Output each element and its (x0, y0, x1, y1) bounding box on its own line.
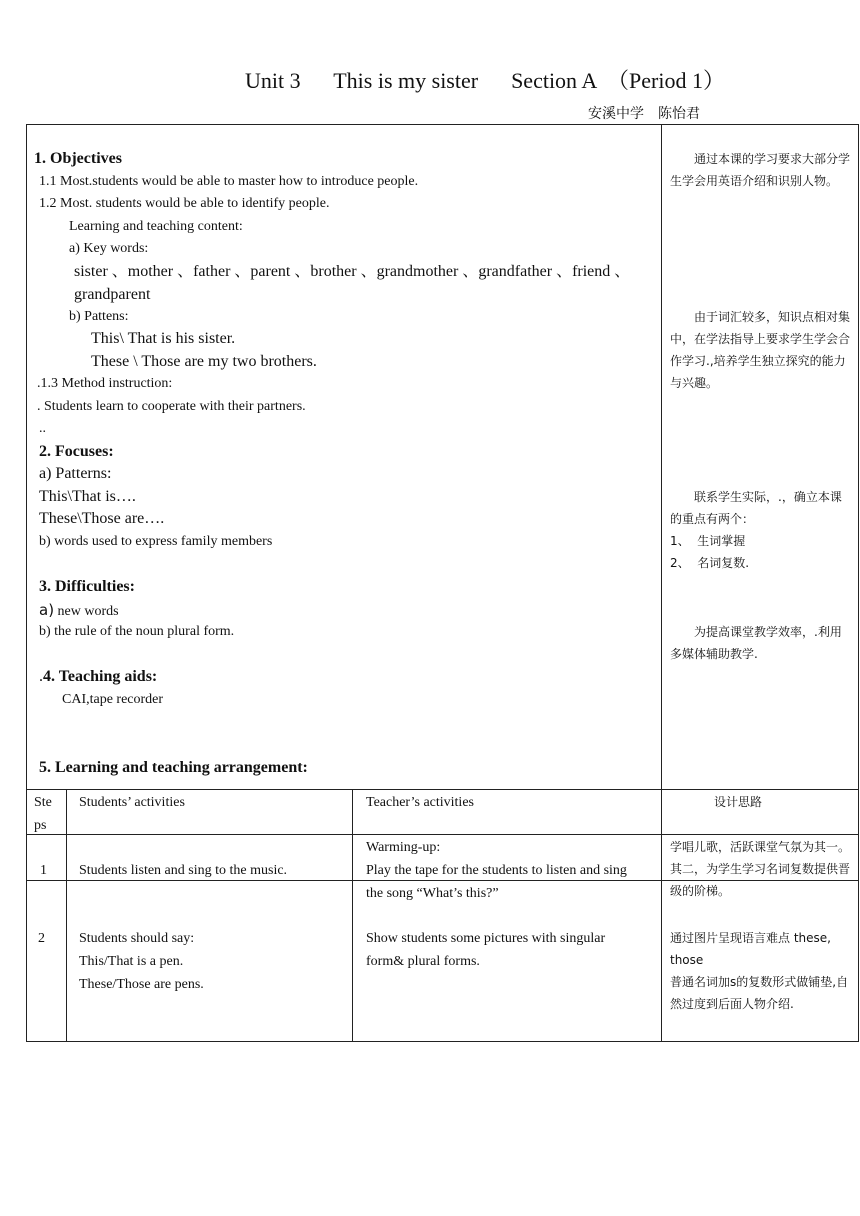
note-focus-1: 1、 生词掌握 (670, 534, 746, 548)
note-aids: 为提高课堂教学效率，.利用多媒体辅助教学. (670, 625, 842, 661)
objective-1-1: 1.1 Most.students would be able to master how to introduce people. (39, 174, 419, 189)
steps-divider (66, 789, 67, 1042)
method-text: . Students learn to cooperate with their partners. (37, 399, 306, 414)
page-title: Unit 3 This is my sister Section A （Period 1） (245, 68, 725, 93)
header-row-line (26, 834, 859, 835)
frame-right (858, 124, 859, 1042)
row1-teacher-1: Warming-up: (366, 840, 441, 855)
aids-prefix: . (39, 668, 43, 685)
header-students: Students’ activities (79, 795, 185, 810)
focus-a: a) Patterns: (39, 465, 112, 482)
row1-step: 1 (40, 863, 47, 878)
arrangement-heading: 5. Learning and teaching arrangement: (39, 759, 308, 776)
aids-heading: 4. Teaching aids: (43, 668, 158, 685)
aids-text: CAI,tape recorder (62, 692, 164, 707)
note-objectives: 通过本课的学习要求大部分学生学会用英语介绍和识别人物。 (670, 152, 851, 188)
focuses-heading: 2. Focuses: (39, 443, 114, 460)
header-teacher: Teacher’s activities (366, 795, 474, 810)
focus-pattern-1: This\That is…. (39, 488, 136, 505)
aids-heading-line (39, 668, 157, 686)
difficulties-heading: 3. Difficulties: (39, 578, 135, 595)
header-steps-2: ps (34, 818, 47, 833)
pattern-2: These \ Those are my two brothers. (91, 353, 317, 370)
objectives-heading: 1. Objectives (34, 150, 122, 167)
author-line: 安溪中学 陈怡君 (588, 107, 700, 122)
pattern-1: This\ That is his sister. (91, 330, 236, 347)
key-words-line-1: sister 、mother 、father 、parent 、brother 、grandmother 、grandfather 、friend 、 (74, 263, 631, 280)
difficulty-a (39, 599, 119, 623)
note-focus-2: 2、 名词复数. (670, 556, 750, 570)
frame-bottom (26, 1041, 859, 1042)
key-words-line-2: grandparent (74, 286, 151, 303)
key-words-label: a) Key words: (69, 241, 149, 256)
patterns-label: b) Pattens: (69, 309, 129, 324)
note-vocabulary: 由于词汇较多，知识点相对集中，在学法指导上要求学生学会合作学习.,培养学生独立探究的能力与兴趣。 (670, 310, 851, 390)
difficulty-a-text: new words (57, 604, 119, 619)
row2-students-2: This/That is a pen. (79, 954, 184, 969)
method-label: .1.3 Method instruction: (37, 376, 173, 391)
row1-teacher-3: the song “What’s this?” (366, 886, 499, 901)
row2-design-2: 普通名词加s的复数形式做铺垫,自然过度到后面人物介绍. (670, 975, 849, 1011)
header-steps-1: Ste (34, 795, 52, 810)
frame-left (26, 124, 27, 1042)
difficulty-a-prefix: a) (39, 601, 55, 619)
dots: .. (39, 421, 46, 436)
content-label: Learning and teaching content: (69, 219, 243, 234)
row2-teacher-1: Show students some pictures with singular (366, 931, 606, 946)
row2-students-3: These/Those are pens. (79, 977, 204, 992)
row1-design: 学唱儿歌，活跃课堂气氛为其一。其二，为学生学习名词复数提供晋级的阶梯。 (670, 840, 851, 898)
frame-top (26, 124, 859, 125)
focus-pattern-2: These\Those are…. (39, 510, 165, 527)
focus-b: b) words used to express family members (39, 534, 273, 549)
difficulty-b: b) the rule of the noun plural form. (39, 624, 235, 639)
notes-divider (661, 124, 662, 1042)
students-divider (352, 789, 353, 1042)
row2-design-1: 通过图片呈现语言难点 these, those (670, 931, 831, 967)
table-top-line (26, 789, 859, 790)
note-focus-intro: 联系学生实际，.，确立本课的重点有两个： (670, 490, 842, 526)
row1-teacher-2: Play the tape for the students to listen and sing (366, 863, 627, 878)
row1-students: Students listen and sing to the music. (79, 863, 288, 878)
row2-step: 2 (38, 931, 45, 946)
header-design: 设计思路 (714, 795, 763, 809)
row2-students-1: Students should say: (79, 931, 195, 946)
row2-teacher-2: form& plural forms. (366, 954, 480, 969)
objective-1-2: 1.2 Most. students would be able to identify people. (39, 196, 330, 211)
